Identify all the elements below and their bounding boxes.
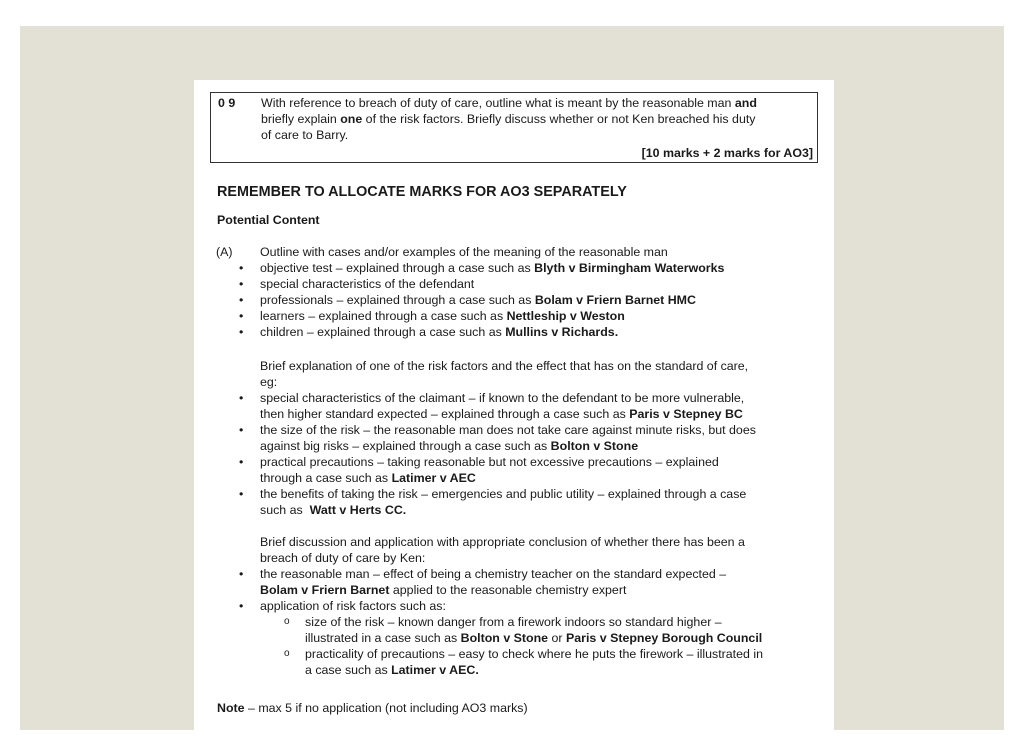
bullet-icon: • [239,455,244,469]
list-item: practical precautions – taking reasonable but not excessive precautions – explained [260,455,719,469]
bullet-icon: • [239,293,244,307]
subheading: Potential Content [217,213,320,227]
question-box [210,92,818,163]
list-item: special characteristics of the defendant [260,277,475,291]
risk-intro: Brief explanation of one of the risk factors and the effect that has on the standard of care, [260,359,749,373]
bullet-icon: • [239,277,244,291]
bullet-icon: • [239,309,244,323]
list-item: special characteristics of the claimant – if known to the defendant to be more vulnerable, [260,391,745,405]
sub-list-item: size of the risk – known danger from a firework indoors so standard higher – [305,615,722,629]
list-item-cont: against big risks – explained through a case such as Bolton v Stone [260,439,639,453]
list-item-cont: through a case such as Latimer v AEC [260,471,476,485]
sub-list-item-cont: a case such as Latimer v AEC. [305,663,479,677]
list-item-cont: then higher standard expected – explained through a case such as Paris v Stepney BC [260,407,743,421]
sub-list-item-cont: illustrated in a case such as Bolton v Stone or Paris v Stepney Borough Council [305,631,763,645]
discussion-intro: Brief discussion and application with appropriate conclusion of whether there has been a [260,535,745,549]
bullet-icon: • [239,599,244,613]
bullet-icon: • [239,325,244,339]
note: Note – max 5 if no application (not including AO3 marks) [217,701,528,715]
question-marks: [10 marks + 2 marks for AO3] [641,146,813,160]
section-intro: Outline with cases and/or examples of the meaning of the reasonable man [260,245,668,259]
page-heading: REMEMBER TO ALLOCATE MARKS FOR AO3 SEPARATELY [217,184,627,200]
sub-bullet-icon: o [284,616,290,627]
list-item: learners – explained through a case such as Nettleship v Weston [260,309,625,323]
risk-intro-cont: eg: [260,375,278,389]
list-item: application of risk factors such as: [260,599,446,613]
bullet-icon: • [239,567,244,581]
question-text: With reference to breach of duty of care, outline what is meant by the reasonable man and briefly explain one of the risk factors. Briefly discuss whether or not Ken breached his duty of care to Barry. [261,96,757,142]
document-page [194,80,834,730]
section-label: (A) [216,245,233,259]
discussion-intro-cont: breach of duty of care by Ken: [260,551,426,565]
list-item-cont: Bolam v Friern Barnet applied to the reasonable chemistry expert [260,583,627,597]
list-item: objective test – explained through a case such as Blyth v Birmingham Waterworks [260,261,725,275]
list-item: professionals – explained through a case such as Bolam v Friern Barnet HMC [260,293,696,307]
bullet-icon: • [239,487,244,501]
question-number: 0 9 [218,96,236,110]
bullet-icon: • [239,261,244,275]
slide-background [20,26,1004,730]
sub-list-item: practicality of precautions – easy to check where he puts the firework – illustrated in [305,647,763,661]
bullet-icon: • [239,423,244,437]
bullet-icon: • [239,391,244,405]
list-item: the reasonable man – effect of being a chemistry teacher on the standard expected – [260,567,727,581]
list-item: children – explained through a case such as Mullins v Richards. [260,325,619,339]
list-item: the size of the risk – the reasonable man does not take care against minute risks, but does [260,423,756,437]
list-item-cont: such as Watt v Herts CC. [260,503,407,517]
sub-bullet-icon: o [284,648,290,659]
list-item: the benefits of taking the risk – emergencies and public utility – explained through a case [260,487,747,501]
